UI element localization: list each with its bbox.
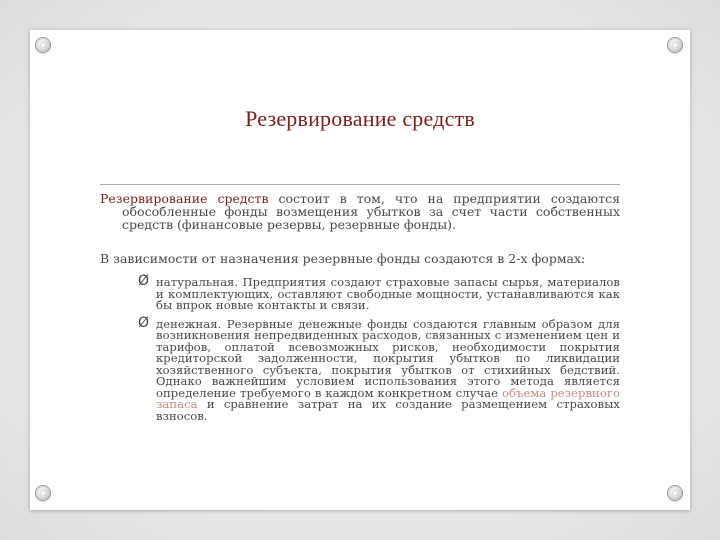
pushpin-bottom-right-icon: [668, 486, 682, 500]
definition-term: Резервирование средств: [100, 191, 269, 206]
slide-title: Резервирование средств: [245, 106, 475, 131]
arrow-bullet-icon: Ø: [138, 314, 150, 331]
list-item-text-end: и сравнение затрат на их создание размещением страховых взносов.: [156, 397, 620, 423]
definition-paragraph: [100, 192, 620, 231]
pushpin-top-right-icon: [668, 38, 682, 52]
title-divider: [100, 184, 620, 185]
list-item-natural: [100, 273, 620, 312]
highlighted-term: объема резервного запаса: [156, 385, 621, 411]
forms-intro-paragraph: В зависимости от назначения резервные фонды создаются в 2-х формах:: [100, 251, 586, 266]
list-item-text: денежная. Резервные денежные фонды создаются главным образом для возникновения непредвиденных расходов, связанных с изменением цен и тарифов, оплатой всевозможных рисков, необходимости покрытия кредиторской задолженности, покрытия убытков по ликвидации хозяйственного субъекта, покрытия убытков от стихийных бедствий. Однако важнейшим условием использования этого метода является определение требуемого в каждом конкретном случае: [156, 316, 620, 400]
pushpin-top-left-icon: [36, 38, 50, 52]
slide-body: [100, 192, 620, 422]
list-item-text: натуральная. Предприятия создают страховые запасы сырья, материалов и комплектующих, оставляют свободные мощности, устанавливаются как бы впрок новые контакты и связи.: [156, 275, 620, 312]
list-item-monetary: [100, 314, 621, 423]
forms-list: [100, 273, 621, 423]
arrow-bullet-icon: Ø: [138, 273, 150, 289]
definition-text: состоит в том, что на предприятии создаются обособленные фонды возмещения убытков за счет части собственных средств (финансовые резервы, резервные фонды).: [122, 191, 620, 232]
pushpin-bottom-left-icon: [36, 486, 50, 500]
